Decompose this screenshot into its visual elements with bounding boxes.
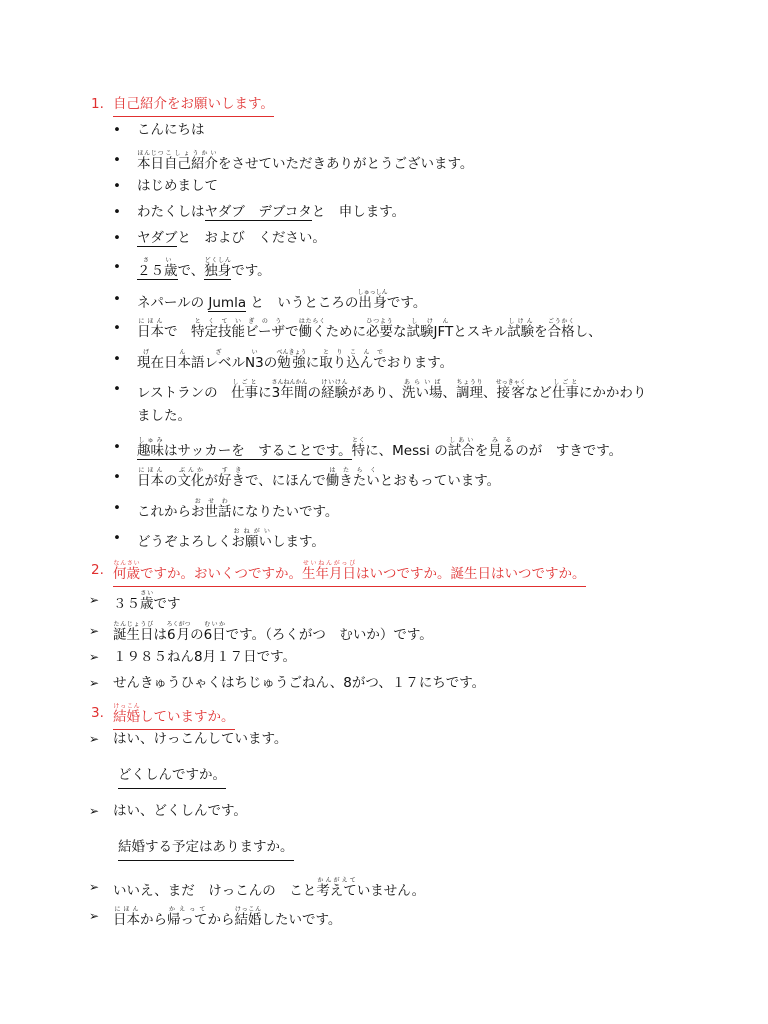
arrow-bullet-icon: ➢ [89, 880, 100, 894]
bullet-dot-icon: • [113, 469, 121, 485]
bullet-dot-icon: • [113, 178, 121, 194]
bullet-dot-icon: • [113, 152, 121, 168]
arrow-bullet-icon: ➢ [89, 624, 100, 638]
bullet-dot-icon: • [113, 230, 121, 246]
bullet-dot-icon: • [113, 259, 121, 275]
q2-title: 何歳なんさいですか。おいくつですか。生年月日せいねんがっぴはいつですか。誕生日はいつですか。 [113, 560, 586, 587]
bullet-dot-icon: • [113, 530, 121, 546]
bullet-dot-icon: • [113, 381, 121, 397]
q1-title: 自己紹介をお願いします。 [113, 94, 274, 117]
arrow-bullet-icon: ➢ [89, 732, 100, 746]
q1-number: 1. [91, 96, 104, 112]
q3-title: 結婚けっこんしていますか。 [113, 703, 235, 730]
bullet-dot-icon: • [113, 439, 121, 455]
arrow-bullet-icon: ➢ [89, 804, 100, 818]
q3-number: 3. [91, 705, 104, 721]
arrow-bullet-icon: ➢ [89, 909, 100, 923]
bullet-dot-icon: • [113, 351, 121, 367]
bullet-dot-icon: • [113, 204, 121, 220]
bullet-dot-icon: • [113, 320, 121, 336]
q2-number: 2. [91, 562, 104, 578]
bullet-dot-icon: • [113, 122, 121, 138]
bullet-dot-icon: • [113, 500, 121, 516]
arrow-bullet-icon: ➢ [89, 593, 100, 607]
bullet-dot-icon: • [113, 291, 121, 307]
arrow-bullet-icon: ➢ [89, 676, 100, 690]
arrow-bullet-icon: ➢ [89, 650, 100, 664]
